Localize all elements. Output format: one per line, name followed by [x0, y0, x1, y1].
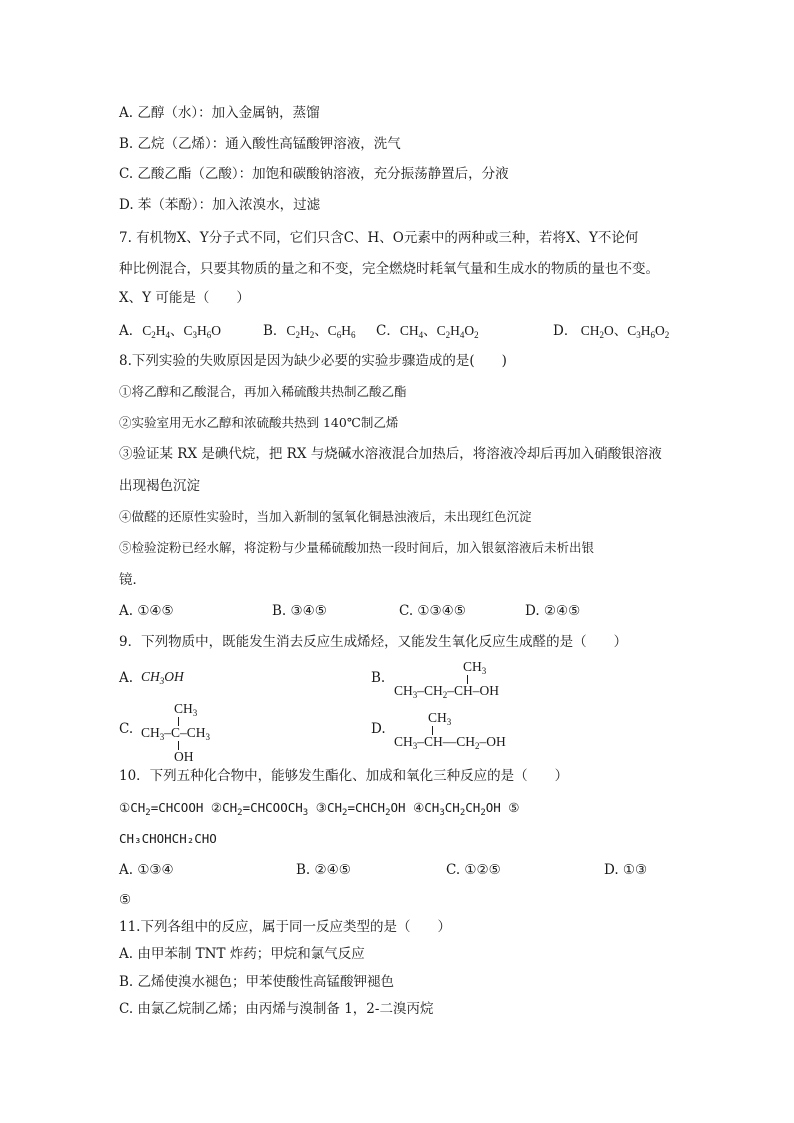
- q7-stem-line1: 7. 有机物X、Y分子式不同，它们只含C、H、O元素中的两种或三种，若将X、Y不论何: [119, 230, 639, 246]
- q6-option-b: B. 乙烷（乙烯）：通入酸性高锰酸钾溶液，洗气: [119, 136, 401, 152]
- q11-stem: 11.下列各组中的反应，属于同一反应类型的是（ ）: [119, 919, 451, 935]
- q10-option-c: C. ①②⑤: [446, 862, 501, 878]
- q8-option-d: D. ②④⑤: [525, 603, 581, 619]
- q10-option-d: D. ①③: [604, 862, 648, 878]
- q9-label-d: D.: [371, 721, 386, 737]
- q9-stem: 9．下列物质中，既能发生消去反应生成烯烃，又能发生氧化反应生成醛的是（ ）: [119, 634, 628, 650]
- q8-item-3-line2: 出现褐色沉淀: [119, 478, 200, 494]
- q7-stem-line3: X、Y 可能是（ ）: [119, 290, 250, 306]
- q8-option-a: A. ①④⑤: [119, 603, 174, 619]
- q8-item-4: ④做醛的还原性实验时，当加入新制的氢氧化铜悬浊液后，未出现红色沉淀: [119, 509, 532, 524]
- q7-option-d: D． $CH_2O$、$C_3H_6O_2$: [553, 323, 670, 340]
- q10-stem: 10．下列五种化合物中，能够发生酯化、加成和氧化三种反应的是（ ）: [119, 768, 569, 784]
- q8-stem: 8.下列实验的失败原因是因为缺少必要的实验步骤造成的是( ): [119, 353, 507, 369]
- q7-option-a: A．$C_2H_4$、$C_3H_6O$: [119, 323, 222, 340]
- q8-option-c: C. ①③④⑤: [399, 603, 466, 619]
- q8-item-5-line1: ⑤检验淀粉已经水解，将淀粉与少量稀硫酸加热一段时间后，加入银氨溶液后未析出银: [119, 540, 595, 555]
- q6-option-d: D. 苯（苯酚）：加入浓溴水，过滤: [119, 197, 321, 213]
- q7-option-c: C．$CH_4$、$C_2H_4O_2$: [376, 323, 479, 340]
- q9-option-a-formula: $CH_3OH$: [141, 669, 184, 686]
- q6-option-a: A. 乙醇（水）：加入金属钠，蒸馏: [119, 105, 320, 121]
- q11-option-b: B. 乙烯使溴水褪色；甲苯使酸性高锰酸钾褪色: [119, 974, 395, 990]
- q11-option-c: C. 由氯乙烷制乙烯；由丙烯与溴制备 1，2-二溴丙烷: [119, 1001, 434, 1017]
- q9-label-b: B.: [371, 670, 386, 686]
- q8-item-3-line1: ③验证某 RX 是碘代烷，把 RX 与烧碱水溶液混合加热后，将溶液冷却后再加入硝酸银溶液: [119, 446, 662, 462]
- q8-item-5-line2: 镜．: [119, 572, 146, 588]
- q8-option-b: B. ③④⑤: [272, 603, 327, 619]
- q6-option-c: C. 乙酸乙酯（乙酸）：加饱和碳酸钠溶液，充分振荡静置后，分液: [119, 166, 509, 182]
- q10-option-b: B. ②④⑤: [296, 862, 351, 878]
- q8-item-1: ①将乙醇和乙酸混合，再加入稀硫酸共热制乙酸乙酯: [119, 384, 407, 399]
- q11-option-a: A. 由甲苯制 TNT 炸药；甲烷和氯气反应: [119, 946, 365, 962]
- q7-stem-line2: 种比例混合，只要其物质的量之和不变，完全燃烧时耗氧气量和生成水的物质的量也不变。: [119, 261, 659, 277]
- q9-label-c: C.: [119, 721, 134, 737]
- q10-option-d-continued: ⑤: [119, 892, 132, 908]
- q10-compound-list-line2: CH₃CHOHCH₂CHO: [119, 831, 217, 846]
- q8-item-2: ②实验室用无水乙醇和浓硫酸共热到 140℃制乙烯: [119, 415, 399, 430]
- q9-label-a: A.: [119, 670, 134, 686]
- q7-option-b: B．$C_2H_2$、$C_6H_6$: [263, 323, 356, 340]
- q10-option-a: A. ①③④: [119, 862, 174, 878]
- q10-compound-list-line1: $①CH_2=CHCOOH$ $②CH_2=CHCOOCH_3$ $③CH_2=CHCH_2OH$ $④CH_3CH_2CH_2OH$ ⑤: [119, 800, 520, 818]
